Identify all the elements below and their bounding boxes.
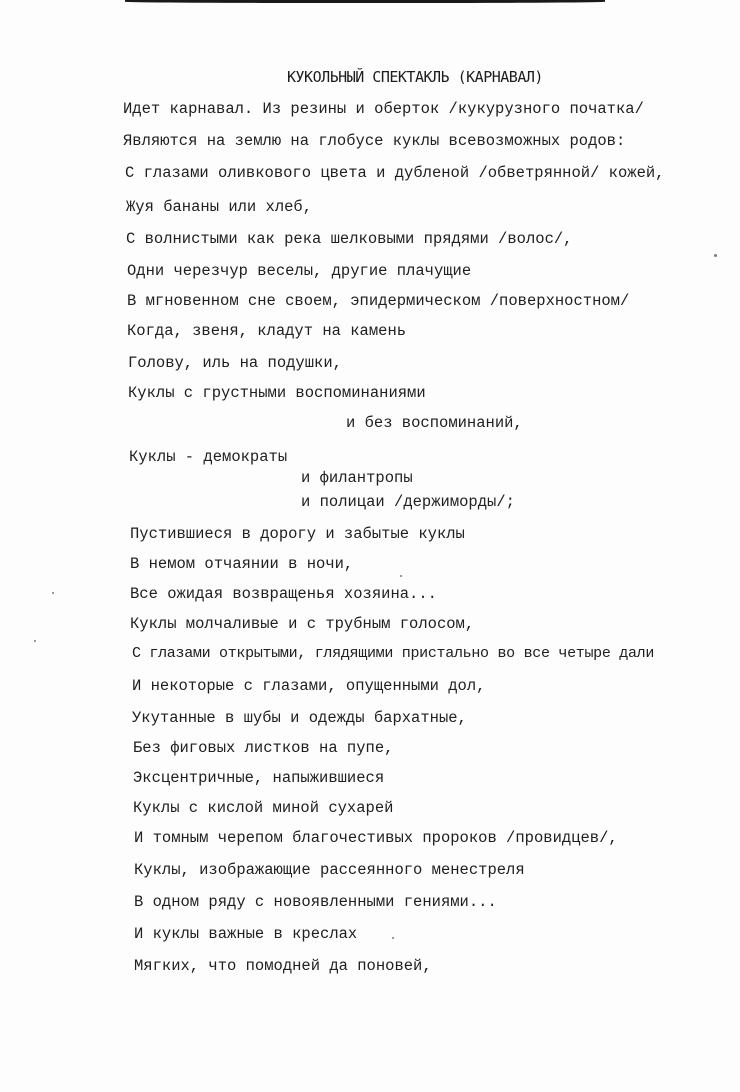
poem-line-indented: и полицаи /держиморды/; <box>301 493 515 511</box>
poem-line: Куклы - демократы <box>129 448 288 466</box>
paper-speck <box>34 640 36 642</box>
poem-line: В мгновенном сне своем, эпидермическом /поверхностном/ <box>127 292 630 310</box>
poem-line: И куклы важные в креслах <box>134 925 358 943</box>
poem-line: Голову, иль на подушки, <box>128 354 342 372</box>
poem-line: Куклы, изображающие рассеянного менестреля <box>134 861 525 879</box>
poem-line: Пустившиеся в дорогу и забытые куклы <box>130 525 465 543</box>
paper-speck <box>400 575 402 577</box>
poem-line: В одном ряду с новоявленными гениями... <box>134 893 497 911</box>
poem-line: Куклы молчаливые и с трубным голосом, <box>130 615 475 633</box>
poem-line-indented: и филантропы <box>301 469 413 487</box>
paper-speck <box>52 592 54 594</box>
poem-line: Когда, звеня, кладут на камень <box>127 322 407 340</box>
paper-speck <box>392 937 394 939</box>
poem-line: Идет карнавал. Из резины и оберток /кукурузного початка/ <box>123 100 644 118</box>
poem-line: В немом отчаянии в ночи, <box>130 555 354 573</box>
poem-line: Мягких, что помодней да поновей, <box>134 957 432 975</box>
paper-speck <box>714 254 717 257</box>
poem-line: Все ожидая возвращенья хозяина... <box>130 585 437 603</box>
poem-line: Куклы с кислой миной сухарей <box>133 799 394 817</box>
poem-line-indented: и без воспоминаний, <box>346 414 523 432</box>
poem-line: Эксцентричные, напыжившиеся <box>133 769 385 787</box>
poem-line: Укутанные в шубы и одежды бархатные, <box>132 709 467 727</box>
poem-line: С глазами оливкового цвета и дубленой /обветрянной/ кожей, <box>125 164 665 182</box>
poem-line: Куклы с грустными воспоминаниями <box>128 384 426 402</box>
poem-line: Одни черезчур веселы, другие плачущие <box>127 262 472 280</box>
poem-line: С глазами открытыми, глядящими пристально во все четыре дали <box>132 645 655 662</box>
page-top-edge <box>125 0 605 3</box>
poem-line: И некоторые с глазами, опущенными дол, <box>132 677 486 695</box>
poem-line: Без фиговых листков на пупе, <box>133 739 394 757</box>
document-title: КУКОЛЬНЫЙ СПЕКТАКЛЬ (КАРНАВАЛ) <box>287 68 543 86</box>
poem-line: Жуя бананы или хлеб, <box>126 198 313 216</box>
poem-line: Являются на землю на глобусе куклы всевозможных родов: <box>123 132 626 150</box>
poem-line: С волнистыми как река шелковыми прядями /волос/, <box>126 230 573 248</box>
poem-line: И томным черепом благочестивых пророков /провидцев/, <box>134 829 618 847</box>
